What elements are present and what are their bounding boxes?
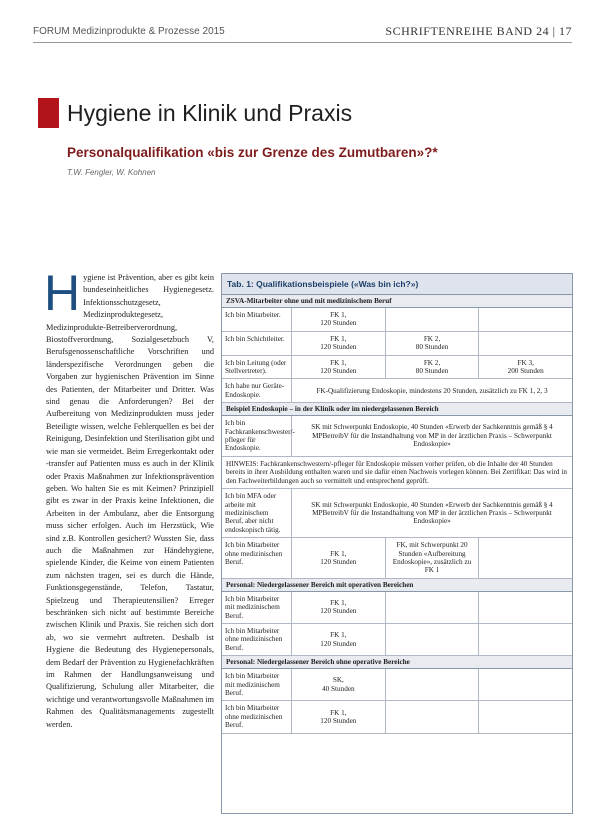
article-authors: T.W. Fengler, W. Kohnen — [67, 168, 156, 177]
header-divider — [33, 42, 572, 43]
cell-line: 200 Stunden — [507, 367, 544, 376]
article-title: Hygiene in Klinik und Praxis — [67, 100, 353, 126]
row-cells — [292, 669, 572, 700]
cell-line: FK 1, — [330, 708, 347, 717]
journal-name: FORUM Medizinprodukte & Prozesse 2015 — [33, 26, 225, 37]
table-row — [222, 379, 572, 403]
table-cell — [292, 592, 386, 623]
cell-line: SK mit Schwerpunkt Endoskopie, 40 Stunden «Erwerb der Sachkenntnis gemäß § 4 MPBetreibV für die Instandhaltung von MP in der ärztlichen Praxis – Schwerpunkt Endoskopie» — [311, 423, 553, 449]
table-cell — [386, 332, 480, 355]
row-cells — [292, 624, 572, 655]
table-row — [222, 538, 572, 579]
cell-line: 120 Stunden — [320, 607, 357, 616]
cell-line: FK 1, — [330, 311, 347, 319]
table-title: Tab. 1: Qualifikationsbeispiele («Was bin ich?») — [222, 274, 572, 295]
cell-line: FK 2, — [423, 358, 441, 367]
cell-line: FK 1, — [330, 358, 347, 367]
row-cells — [292, 308, 572, 331]
series-label: SCHRIFTENREIHE BAND 24 | 17 — [385, 24, 572, 38]
table-cell — [292, 332, 386, 355]
table-cell — [292, 416, 572, 456]
row-cells — [292, 379, 572, 402]
row-label: Ich bin Schichtleiter. — [222, 332, 292, 355]
cell-line: 80 Stunden — [415, 343, 449, 352]
table-cell — [386, 624, 480, 655]
row-label: Ich habe nur Geräte-Endoskopie. — [222, 379, 292, 402]
row-label: Ich bin Leitung (oder Stellvertreter). — [222, 356, 292, 379]
table-cell — [292, 538, 386, 578]
table-row — [222, 489, 572, 538]
cell-line: SK mit Schwerpunkt Endoskopie, 40 Stunden «Erwerb der Sachkenntnis gemäß § 4 MPBetreibV für die Instandhaltung von MP in der ärztlichen Praxis – Schwerpunkt Endoskopie» — [311, 500, 553, 526]
table-cell — [479, 592, 572, 623]
row-label: Ich bin Mitarbeiter ohne medizinischen Beruf. — [222, 701, 292, 732]
cell-line: 80 Stunden — [415, 367, 449, 376]
article-subtitle: Personalqualifikation «bis zur Grenze des Zumutbaren»?* — [67, 145, 438, 160]
table-cell — [479, 701, 572, 732]
drop-cap: H — [44, 265, 81, 321]
table-cell — [292, 701, 386, 732]
table-row — [222, 332, 572, 356]
cell-line: FK 1, — [330, 598, 347, 607]
row-label: Ich bin Fachkrankenschwester/-pfleger für Endoskopie. — [222, 416, 292, 456]
table-cell — [386, 538, 480, 578]
cell-line: FK 1, — [330, 549, 347, 558]
table-cell — [386, 701, 480, 732]
table-cell — [292, 489, 572, 537]
table-row — [222, 416, 572, 457]
row-cells — [292, 592, 572, 623]
section-heading: ZSVA-Mitarbeiter ohne und mit medizinischem Beruf — [222, 295, 572, 308]
row-cells — [292, 701, 572, 732]
row-cells — [292, 489, 572, 537]
row-label: Ich bin Mitarbeiter mit medizinischem Beruf. — [222, 592, 292, 623]
table-row — [222, 592, 572, 624]
row-cells — [292, 356, 572, 379]
table-note: HINWEIS: Fachkrankenschwestern/-pfleger für Endoskopie müssen vorher prüfen, ob die Inhalte der 40 Stunden bereits in ihrer Ausbildung enthalten waren und sie dafür einen Nachweis vorlegen können. Bei Zertifikat: Das wird in den Fachweiterbildungen auch so vermittelt und entsprechend geprüft. — [222, 457, 572, 489]
table-row — [222, 356, 572, 380]
table-cell — [386, 592, 480, 623]
row-label: Ich bin Mitarbeiter ohne medizinischen Beruf. — [222, 538, 292, 578]
table-cell — [479, 624, 572, 655]
section-heading: Personal: Niedergelassener Bereich ohne operative Bereiche — [222, 656, 572, 669]
table-row — [222, 308, 572, 332]
row-cells — [292, 538, 572, 578]
table-cell — [479, 332, 572, 355]
table-cell — [479, 308, 572, 331]
body-paragraph: ygiene ist Prävention, aber es gibt kein bundeseinheitliches Hygienegesetz. Infektionsschutzgesetz, Medizinproduktegesetz, Medizinprodukte-Betreiberverordnung, Biostoffverordnung, Sozialgesetzbuch V, Berufsgenossenschaftliche Vorschriften und länderspezifische Verordnungen geben die Vorgaben zur hygienischen Prävention im Sinne des Patienten, der Mitarbeiter und Dritter. Was sind genau die Anforderungen? Bei der Aufbereitung von Medizinprodukten muss jeder Beteiligte wissen, welche Fehlerquellen es bei der Reinigung, Desinfektion und Sterilisation gibt und wie man sie vermeidet. Beim Erregerkontakt oder -transfer auf Patienten muss es auch in der Klinik oder Praxis Maßnahmen zur Infektionsprävention geben. Wo halten Sie es mit Keimen? Prinzipiell gibt es zwar in der Praxis keine Infektionen, die Arbeiten in der Ambulanz, aber die Entsorgung muss sicher erfolgen. Auch im Herzstück, Wie sind z.B. Kontrollen gesichert? Wussten Sie, dass auch die Maßnahmen zur Händehygiene, spielende Kinder, die Keime von einem Patienten zum nächsten tragen, sei es durch die Hände, Funktionsgegenstände, Telefon, Tastatur, Spielzeug und Therapieutensilien? Erreger beschränken sich nicht auf bestimmte Bereiche zwischen Klinik und Praxis. Sie reichen sich dort ab, wo sie vermehrt auftreten. Deshalb ist Hygiene die Bedeutung des Hygienepersonals, dem Bedarf der Prävention zu Hygienefachkräften im Rahmen der Handlungsanweisung und Qualifizierung, Schulung aller Mitarbeiter, die wichtige und verantwortungsvolle Maßnahmen im Rahmen des Qualitätsmanagements zugestellt werden. — [46, 273, 214, 729]
table-cell — [386, 308, 480, 331]
title-accent-bar — [38, 98, 59, 128]
row-cells — [292, 416, 572, 456]
table-cell — [292, 356, 386, 379]
table-cell — [386, 669, 480, 700]
table-body — [222, 295, 572, 734]
row-label: Ich bin Mitarbeiter ohne medizinischen Beruf. — [222, 624, 292, 655]
table-row — [222, 669, 572, 701]
body-text-column — [44, 265, 214, 731]
cell-line: 40 Stunden — [322, 684, 355, 693]
qualification-table — [221, 273, 573, 814]
cell-line: 120 Stunden — [320, 557, 357, 566]
row-label: Ich bin MFA oder arbeite mit medizinischem Beruf, aber nicht endoskopisch tätig. — [222, 489, 292, 537]
table-row — [222, 624, 572, 656]
cell-line: 120 Stunden — [320, 639, 357, 648]
table-cell — [479, 669, 572, 700]
table-row — [222, 701, 572, 733]
cell-line: 120 Stunden — [320, 367, 357, 376]
table-cell — [292, 624, 386, 655]
row-label: Ich bin Mitarbeiter. — [222, 308, 292, 331]
cell-line: 120 Stunden — [320, 717, 357, 726]
cell-line: SK, — [332, 676, 344, 685]
table-cell — [292, 379, 572, 402]
cell-line: FK-Qualifizierung Endoskopie, mindestens 20 Stunden, zusätzlich zu FK 1, 2, 3 — [316, 386, 548, 395]
row-cells — [292, 332, 572, 355]
table-cell — [479, 538, 572, 578]
table-cell — [479, 356, 572, 379]
cell-line: FK 3, — [517, 358, 534, 367]
cell-line: FK 1, — [330, 631, 347, 640]
table-cell — [386, 356, 480, 379]
cell-line: 120 Stunden — [320, 319, 357, 328]
cell-line: 120 Stunden — [320, 343, 357, 352]
section-heading: Personal: Niedergelassener Bereich mit operativen Bereichen — [222, 579, 572, 592]
table-cell — [292, 308, 386, 331]
section-heading: Beispiel Endoskopie – in der Klinik oder im niedergelassenen Bereich — [222, 403, 572, 416]
table-cell — [292, 669, 386, 700]
cell-line: FK 2, — [423, 334, 441, 343]
cell-line: FK 1, — [330, 334, 347, 343]
row-label: Ich bin Mitarbeiter mit medizinischem Beruf. — [222, 669, 292, 700]
cell-line: FK, mit Schwerpunkt 20 Stunden «Aufbereitung Endoskopie», zusätzlich zu FK 1 — [392, 541, 472, 575]
